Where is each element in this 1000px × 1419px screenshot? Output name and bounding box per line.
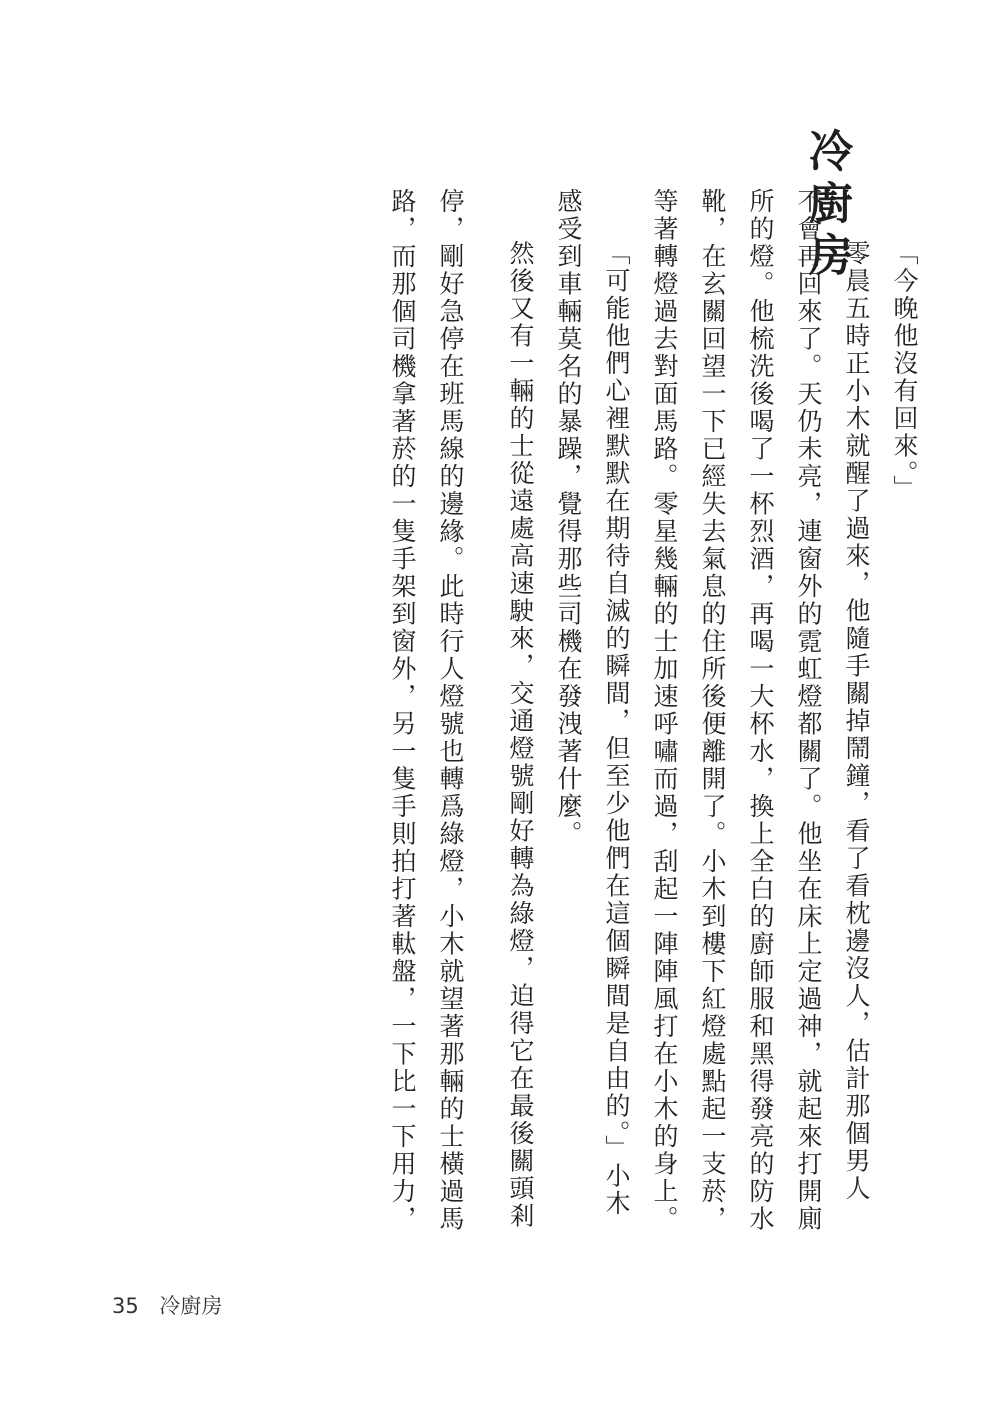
body-text: [378, 188, 928, 1233]
paragraph-line: 等著轉燈過去對面馬路。零星幾輛的士加速呼嘯而過，刮起一陣陣風打在小木的身上。: [650, 188, 679, 1233]
page-number: 35: [112, 1294, 139, 1318]
paragraph-line: 不會再回來了。天仍未亮，連窗外的霓虹燈都關了。他坐在床上定過神，就起來打開廁: [794, 188, 823, 1233]
paragraph-line: 「可能他們心裡默默在期待自滅的瞬間，但至少他們在這個瞬間是自由的。」小木: [602, 240, 631, 1218]
paragraph-line: 然後又有一輛的士從遠處高速駛來，交通燈號剛好轉為綠燈，迫得它在最後關頭剎: [506, 240, 535, 1230]
page-footer: [112, 1290, 222, 1320]
paragraph-line: 停，剛好急停在班馬線的邊緣。此時行人燈號也轉爲綠燈，小木就望著那輛的士橫過馬: [436, 188, 465, 1233]
paragraph-line: 靴，在玄關回望一下已經失去氣息的住所後便離開了。小木到樓下紅燈處點起一支菸，: [698, 188, 727, 1233]
paragraph-line: 「今晚他沒有回來。」: [890, 240, 919, 503]
paragraph-line: 路，而那個司機拿著菸的一隻手架到窗外，另一隻手則拍打著軚盤，一下比一下用力，: [388, 188, 417, 1233]
chapter-title: 冷廚房: [801, 128, 852, 284]
paragraph-line: 感受到車輛莫名的暴躁，覺得那些司機在發洩著什麼。: [554, 188, 583, 848]
paragraph-line: 零晨五時正小木就醒了過來，他隨手關掉鬧鐘，看了看枕邊沒人，估計那個男人: [842, 240, 871, 1203]
running-title: 冷廚房: [159, 1294, 223, 1318]
paragraph-line: 所的燈。他梳洗後喝了一杯烈酒，再喝一大杯水，換上全白的廚師服和黑得發亮的防水: [746, 188, 775, 1233]
